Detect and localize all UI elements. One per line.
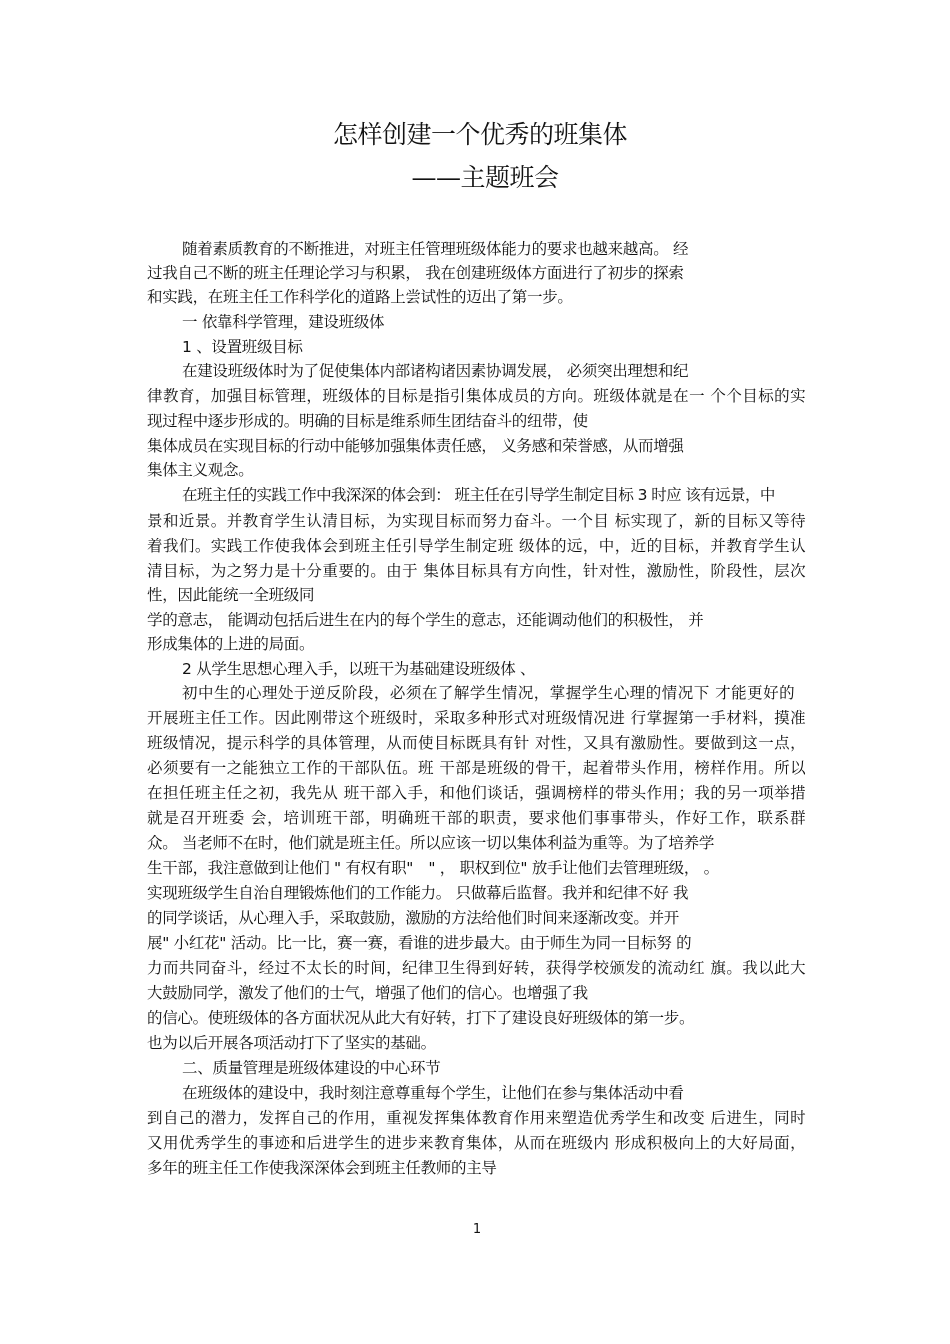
body-line: 集体主义观念。 — [147, 461, 254, 479]
body-line: 实现班级学生自治自理锻炼他们的工作能力。 只做幕后监督。我并和纪律不好 我 — [147, 884, 689, 902]
body-line: 律教育，加强目标管理，班级体的目标是指引集体成员的方向。班级体就是在一 个个目标的实 — [147, 387, 805, 405]
body-line: 又用优秀学生的事迹和后进学生的进步来教育集体，从而在班级内 形成积极向上的大好局面， — [147, 1134, 805, 1152]
subsection-heading: 1 、设置班级目标 — [182, 338, 303, 356]
body-line: 初中生的心理处于逆反阶段，必须在了解学生情况，掌握学生心理的情况下 才能更好的 — [182, 684, 794, 702]
body-line: 众。 当老师不在时，他们就是班主任。所以应该一切以集体利益为重等。为了培养学 — [147, 834, 715, 852]
body-line: 的信心。使班级体的各方面状况从此大有好转，打下了建设良好班级体的第一步。 — [147, 1009, 695, 1027]
body-line: 集体成员在实现目标的行动中能够加强集体责任感， 义务感和荣誉感，从而增强 — [147, 437, 684, 455]
body-line: 性，因此能统一全班级同 — [147, 586, 315, 604]
body-line: 在担任班主任之初，我先从 班干部入手，和他们谈话，强调榜样的带头作用；我的另一项举措 — [147, 784, 805, 802]
body-line: 学的意志， 能调动包括后进生在内的每个学生的意志，还能调动他们的积极性， 并 — [147, 611, 704, 629]
body-line: 必须要有一之能独立工作的干部队伍。班 干部是班级的骨干，起着带头作用，榜样作用。所以 — [147, 759, 805, 777]
section-heading: 二、质量管理是班级体建设的中心环节 — [182, 1059, 441, 1077]
body-line: 景和近景。并教育学生认清目标，为实现目标而努力奋斗。一个目 标实现了，新的目标又等待 — [147, 512, 805, 530]
body-line: 就是召开班委 会，培训班干部，明确班干部的职责，要求他们事事带头，作好工作，联系群 — [147, 809, 805, 827]
document-title: 怎样创建一个优秀的班集体 — [332, 120, 627, 149]
body-line: 到自己的潜力，发挥自己的作用，重视发挥集体教育作用来塑造优秀学生和改变 后进生，同时 — [147, 1109, 805, 1127]
body-line: 展" 小红花" 活动。比一比，赛一赛，看谁的进步最大。由于师生为同一目标努 的 — [147, 934, 692, 952]
section-heading: 一 依靠科学管理，建设班级体 — [182, 313, 385, 331]
body-line: 随着素质教育的不断推进，对班主任管理班级体能力的要求也越来越高。 经 — [182, 240, 689, 258]
body-line: 现过程中逐步形成的。明确的目标是维系师生团结奋斗的纽带，使 — [147, 412, 588, 430]
body-line: 过我自己不断的班主任理论学习与积累， 我在创建班级体方面进行了初步的探索 — [147, 264, 684, 282]
body-line: 着我们。实践工作使我体会到班主任引导学生制定班 级体的远，中，近的目标，并教育学生认 — [147, 537, 805, 555]
body-line: 形成集体的上进的局面。 — [147, 635, 315, 653]
document-subtitle: ——主题班会 — [411, 163, 559, 192]
body-line: 多年的班主任工作使我深深体会到班主任教师的主导 — [147, 1159, 497, 1177]
body-line: 大鼓励同学，激发了他们的士气，增强了他们的信心。也增强了我 — [147, 984, 588, 1002]
body-line: 清目标，为之努力是十分重要的。由于 集体目标具有方向性，针对性，激励性，阶段性，层次 — [147, 562, 805, 580]
body-line: 班级情况，提示科学的具体管理，从而使目标既具有针 对性，又具有激励性。要做到这一点， — [147, 734, 805, 752]
body-line: 也为以后开展各项活动打下了坚实的基础。 — [147, 1034, 436, 1052]
body-line: 在班主任的实践工作中我深深的体会到： 班主任在引导学生制定目标 3 时应 该有远景，中 — [182, 486, 775, 504]
page-number: 1 — [472, 1222, 482, 1237]
body-line: 开展班主任工作。因此刚带这个班级时，采取多种形式对班级情况进 行掌握第一手材料，摸准 — [147, 709, 805, 727]
body-line: 生干部，我注意做到让他们 " 有权有职" " ， 职权到位" 放手让他们去管理班级， 。 — [147, 859, 719, 877]
body-line: 和实践，在班主任工作科学化的道路上尝试性的迈出了第一步。 — [147, 288, 573, 306]
body-line: 在建设班级体时为了促使集体内部诸构诸因素协调发展， 必须突出理想和纪 — [182, 362, 689, 380]
body-line: 力而共同奋斗，经过不太长的时间，纪律卫生得到好转，获得学校颁发的流动红 旗。我以此大 — [147, 959, 805, 977]
body-line: 的同学谈话，从心理入手，采取鼓励，激励的方法给他们时间来逐渐改变。并开 — [147, 909, 680, 927]
subsection-heading: 2 从学生思想心理入手，以班干为基础建设班级体 、 — [182, 660, 536, 678]
body-line: 在班级体的建设中，我时刻注意尊重每个学生，让他们在参与集体活动中看 — [182, 1084, 684, 1102]
